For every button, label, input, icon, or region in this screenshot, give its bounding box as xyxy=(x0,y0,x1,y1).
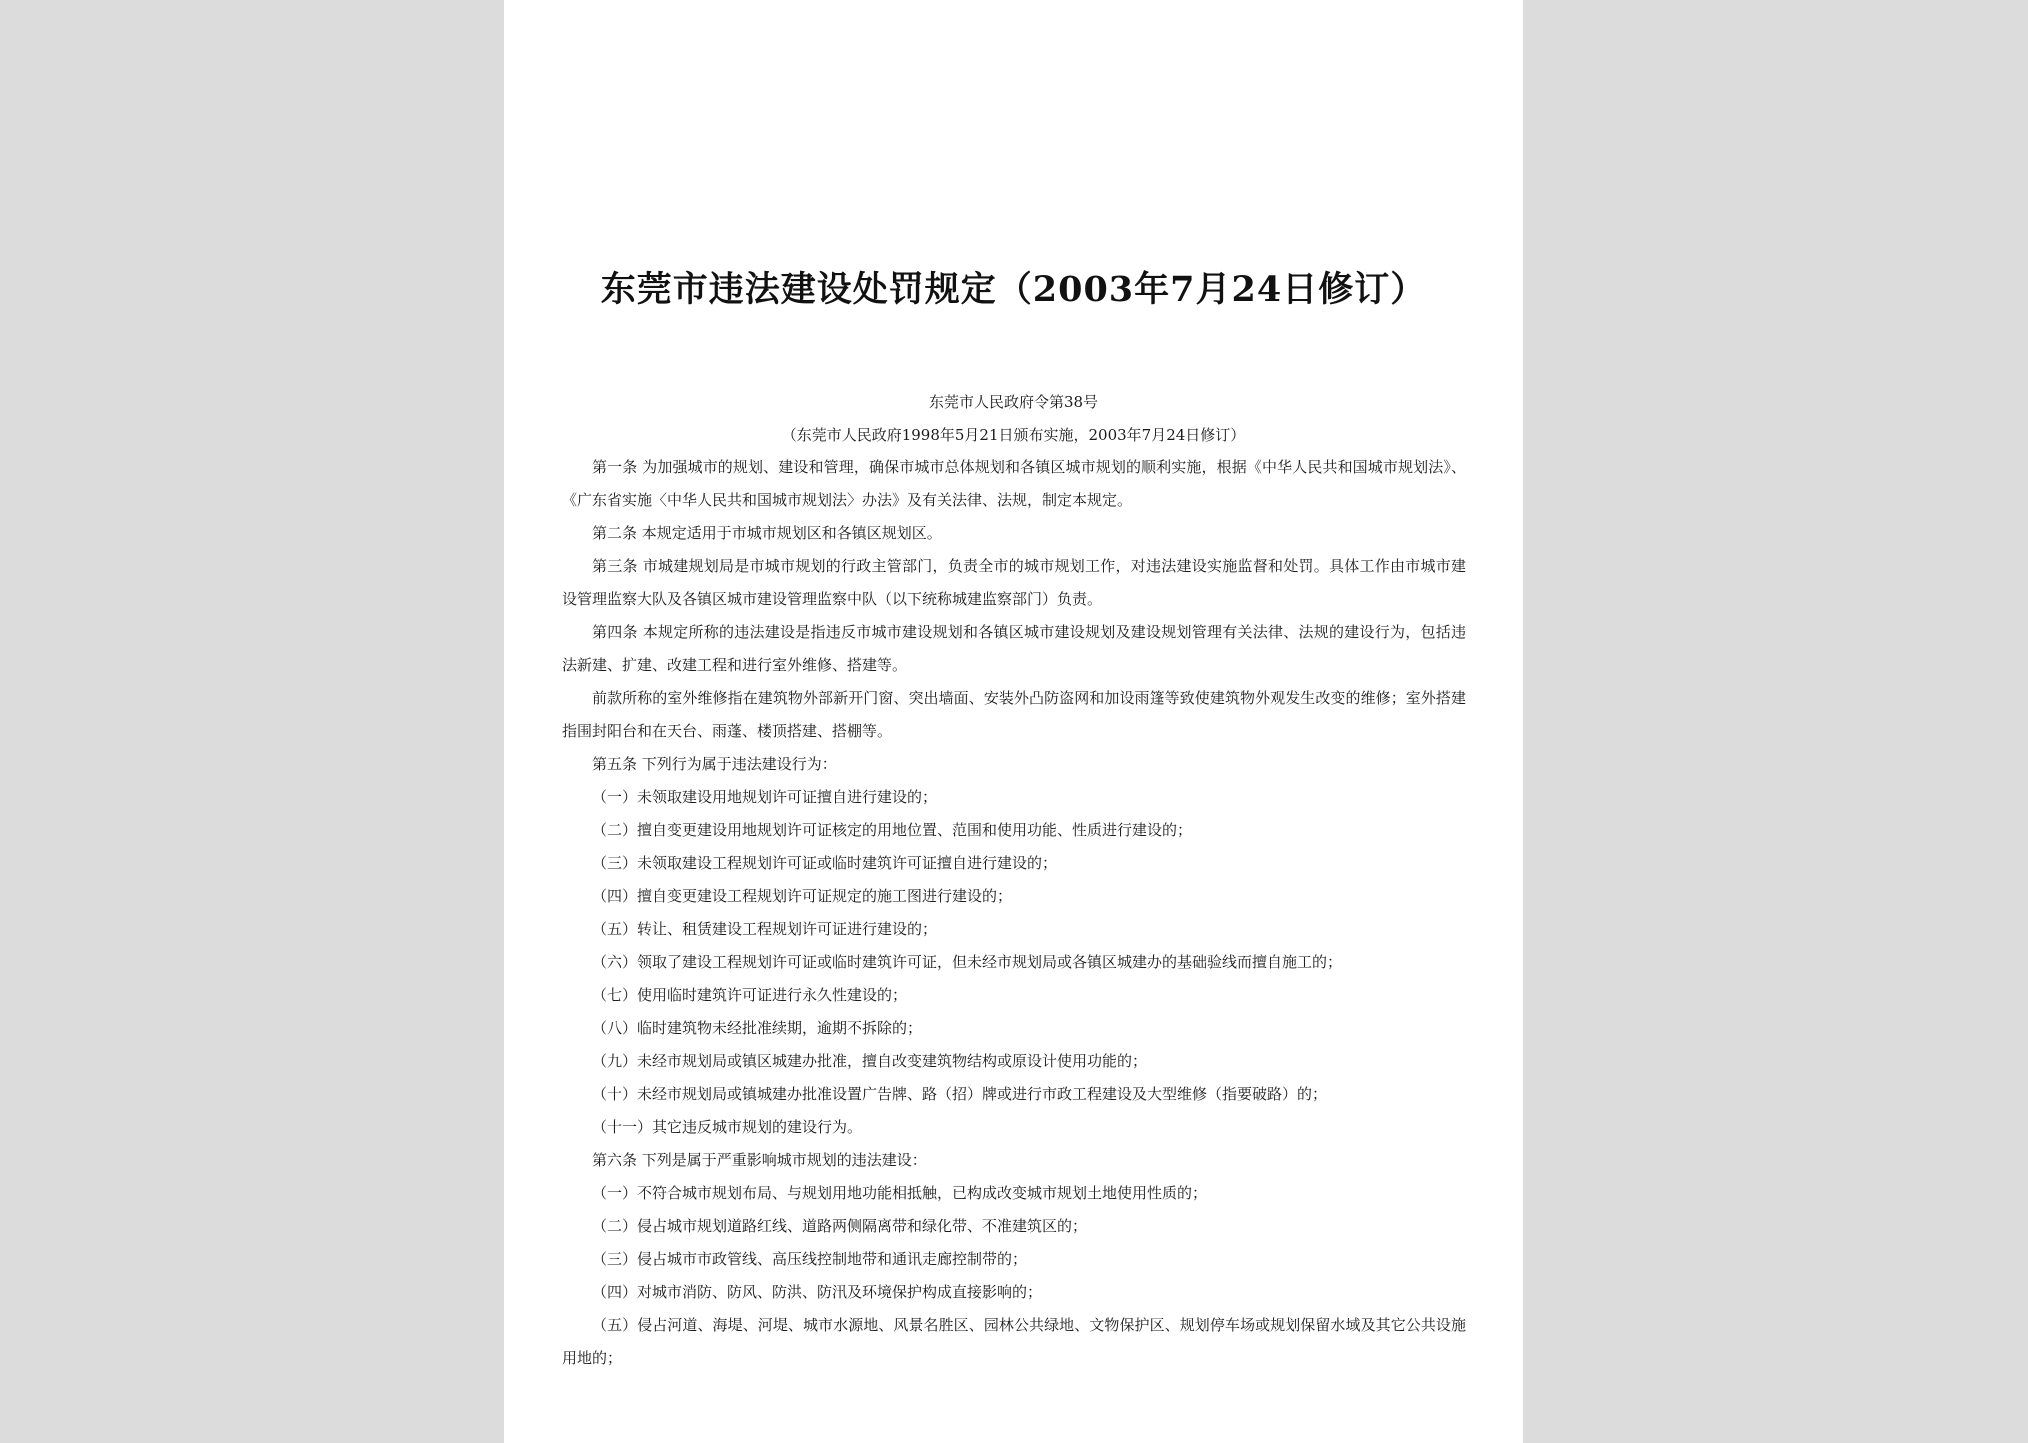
list-item: （三）侵占城市市政管线、高压线控制地带和通讯走廊控制带的； xyxy=(592,1250,1028,1268)
list-item: （一）未领取建设用地规划许可证擅自进行建设的； xyxy=(592,788,938,806)
list-item: （八）临时建筑物未经批准续期，逾期不拆除的； xyxy=(592,1019,923,1037)
list-item: （五）侵占河道、海堤、河堤、城市水源地、风景名胜区、园林公共绿地、文物保护区、规划停车场或规划保留水域及其它公共设施用地的； xyxy=(562,1316,1466,1367)
paragraph: 第四条 本规定所称的违法建设是指违反市城市建设规划和各镇区城市建设规划及建设规划管理有关法律、法规的建设行为，包括违法新建、扩建、改建工程和进行室外维修、搭建等。 xyxy=(562,623,1466,674)
list-item: （四）对城市消防、防风、防洪、防汛及环境保护构成直接影响的； xyxy=(592,1283,1043,1301)
list-item: （一）不符合城市规划布局、与规划用地功能相抵触，已构成改变城市规划土地使用性质的； xyxy=(592,1184,1208,1202)
paragraph: 第六条 下列是属于严重影响城市规划的违法建设： xyxy=(592,1151,927,1169)
list-item: （十一）其它违反城市规划的建设行为。 xyxy=(592,1118,863,1136)
paragraph: 第二条 本规定适用于市城市规划区和各镇区规划区。 xyxy=(592,524,942,542)
promulgation-note: （东莞市人民政府1998年5月21日颁布实施，2003年7月24日修订） xyxy=(781,426,1246,444)
list-item: （五）转让、租赁建设工程规划许可证进行建设的； xyxy=(592,920,938,938)
paragraph: 第三条 市城建规划局是市城市规划的行政主管部门，负责全市的城市规划工作，对违法建设实施监督和处罚。具体工作由市城市建设管理监察大队及各镇区城市建设管理监察中队（以下统称城建监察部门）负责。 xyxy=(562,557,1466,608)
list-item: （二）擅自变更建设用地规划许可证核定的用地位置、范围和使用功能、性质进行建设的； xyxy=(592,821,1193,839)
list-item: （九）未经市规划局或镇区城建办批准，擅自改变建筑物结构或原设计使用功能的； xyxy=(592,1052,1148,1070)
document-page xyxy=(504,0,1523,1443)
paragraph: 第五条 下列行为属于违法建设行为： xyxy=(592,755,837,773)
list-item: （三）未领取建设工程规划许可证或临时建筑许可证擅自进行建设的； xyxy=(592,854,1058,872)
decree-number: 东莞市人民政府令第38号 xyxy=(928,393,1099,411)
list-item: （七）使用临时建筑许可证进行永久性建设的； xyxy=(592,986,908,1004)
list-item: （六）领取了建设工程规划许可证或临时建筑许可证，但未经市规划局或各镇区城建办的基础验线而擅自施工的； xyxy=(592,953,1343,971)
paragraph: 第一条 为加强城市的规划、建设和管理，确保市城市总体规划和各镇区城市规划的顺利实施，根据《中华人民共和国城市规划法》、《广东省实施〈中华人民共和国城市规划法〉办法》及有关法律、法规，制定本规定。 xyxy=(562,458,1466,509)
list-item: （四）擅自变更建设工程规划许可证规定的施工图进行建设的； xyxy=(592,887,1013,905)
list-item: （十）未经市规划局或镇城建办批准设置广告牌、路（招）牌或进行市政工程建设及大型维修（指要破路）的； xyxy=(592,1085,1328,1103)
document-title: 东莞市违法建设处罚规定（2003年7月24日修订） xyxy=(600,269,1427,310)
list-item: （二）侵占城市规划道路红线、道路两侧隔离带和绿化带、不准建筑区的； xyxy=(592,1217,1088,1235)
document-body xyxy=(562,451,1466,1375)
paragraph: 前款所称的室外维修指在建筑物外部新开门窗、突出墙面、安装外凸防盗网和加设雨篷等致使建筑物外观发生改变的维修；室外搭建指围封阳台和在天台、雨蓬、楼顶搭建、搭棚等。 xyxy=(562,689,1466,740)
